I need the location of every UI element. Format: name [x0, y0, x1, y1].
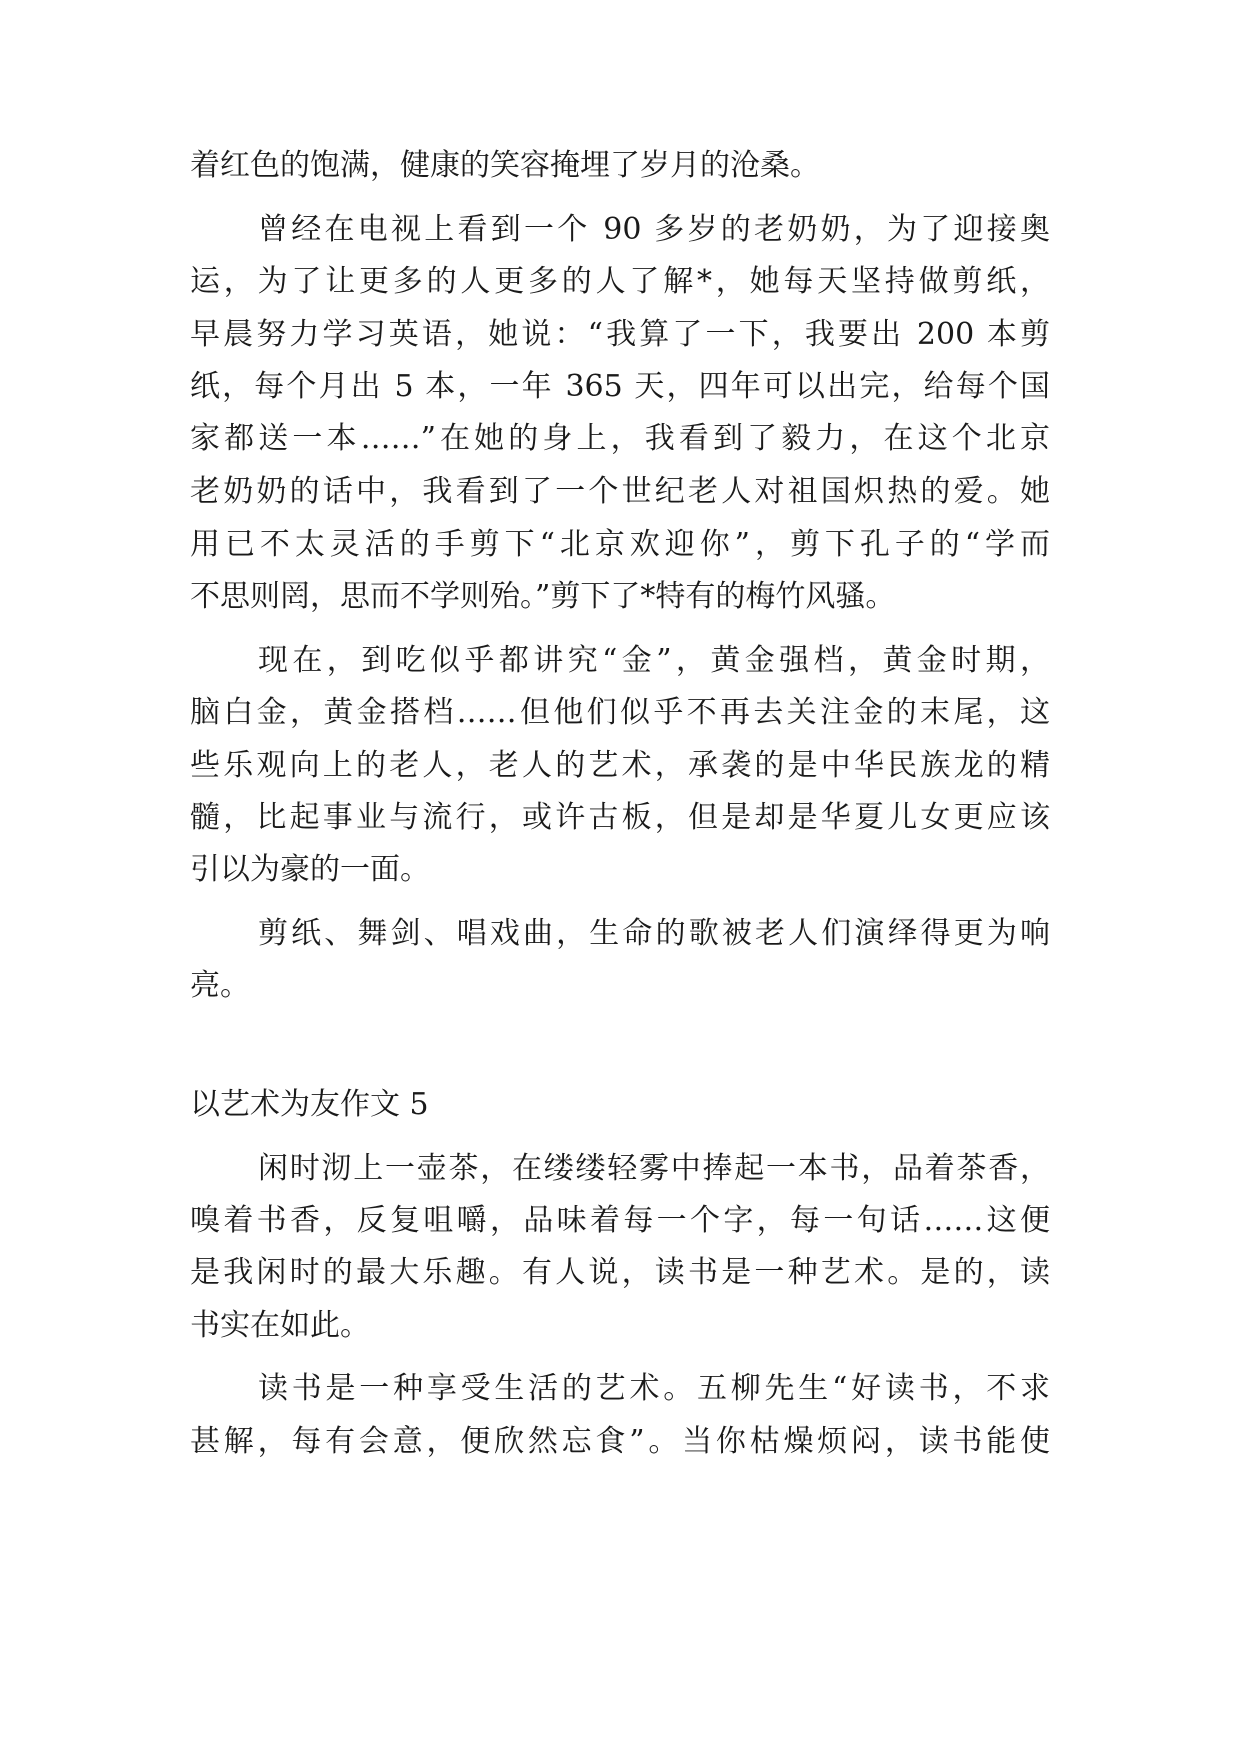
text-line: 现在，到吃似乎都讲究“金”，黄金强档，黄金时期， — [258, 643, 1050, 678]
text-line: 书实在如此。 — [190, 1308, 370, 1343]
text-line: 早晨努力学习英语，她说：“我算了一下，我要出 200 本剪 — [190, 317, 1050, 352]
text-line: 髓，比起事业与流行，或许古板，但是却是华夏儿女更应该 — [190, 800, 1050, 835]
text-line: 些乐观向上的老人，老人的艺术，承袭的是中华民族龙的精 — [190, 748, 1050, 783]
text-line: 纸，每个月出 5 本，一年 365 天，四年可以出完，给每个国 — [190, 369, 1050, 404]
text-line: 曾经在电视上看到一个 90 多岁的老奶奶，为了迎接奥 — [258, 212, 1050, 247]
section-heading: 以艺术为友作文 5 — [190, 1087, 429, 1122]
text-line: 家都送一本……”在她的身上，我看到了毅力，在这个北京 — [190, 421, 1050, 456]
text-line: 是我闲时的最大乐趣。有人说，读书是一种艺术。是的，读 — [190, 1255, 1050, 1290]
text-line: 用已不太灵活的手剪下“北京欢迎你”，剪下孔子的“学而 — [190, 527, 1050, 562]
text-line: 读书是一种享受生活的艺术。五柳先生“好读书，不求 — [258, 1371, 1050, 1406]
text-line: 着红色的饱满，健康的笑容掩埋了岁月的沧桑。 — [190, 148, 820, 183]
text-line: 脑白金，黄金搭档……但他们似乎不再去关注金的末尾，这 — [190, 695, 1050, 730]
text-line: 闲时沏上一壶茶，在缕缕轻雾中捧起一本书，品着茶香， — [258, 1151, 1050, 1186]
text-line: 嗅着书香，反复咀嚼，品味着每一个字，每一句话……这便 — [190, 1203, 1050, 1238]
text-line: 运，为了让更多的人更多的人了解*，她每天坚持做剪纸， — [190, 264, 1050, 299]
text-line: 不思则罔，思而不学则殆。”剪下了*特有的梅竹风骚。 — [190, 579, 896, 614]
text-line: 剪纸、舞剑、唱戏曲，生命的歌被老人们演绎得更为响 — [258, 916, 1050, 951]
text-line: 亮。 — [190, 968, 250, 1003]
text-line: 甚解，每有会意，便欣然忘食”。当你枯燥烦闷，读书能使 — [190, 1424, 1050, 1459]
text-line: 老奶奶的话中，我看到了一个世纪老人对祖国炽热的爱。她 — [190, 474, 1050, 509]
text-line: 引以为豪的一面。 — [190, 852, 430, 887]
